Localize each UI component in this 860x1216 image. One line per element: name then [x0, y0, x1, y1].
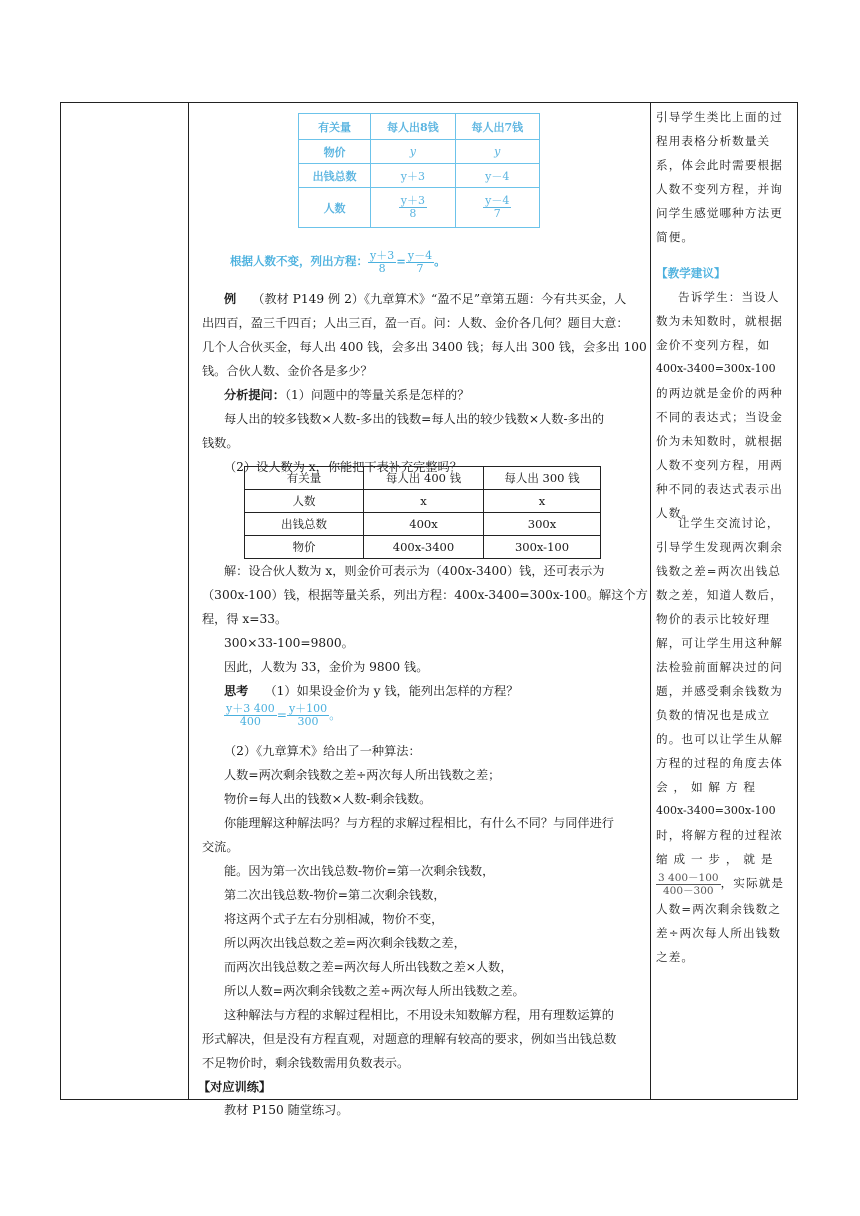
note-text: 法检验前面解决过的问 — [656, 660, 783, 674]
table-header: 有关量 — [245, 467, 364, 490]
blue-header: 每人出7钱 — [455, 114, 539, 140]
blue-cell: y－4 — [455, 164, 539, 188]
note-text: 时，将解方程的过程浓 — [656, 828, 783, 842]
lesson-table — [60, 102, 798, 1117]
table-cell: 400x — [364, 513, 484, 536]
rule-text: 物价=每人出的钱数×人数-剩余钱数。 — [224, 792, 432, 806]
fraction-denominator: 8 — [409, 207, 417, 220]
equation-prefix: 根据人数不变，列出方程： — [230, 254, 368, 268]
teaching-notes-column — [654, 103, 796, 1099]
fraction-numerator: y＋3 400 — [226, 702, 275, 715]
note-text: 程用表格分析数量关 — [656, 134, 771, 148]
note-text: 让学生交流讨论， — [678, 516, 780, 530]
equation-line — [230, 249, 446, 275]
think-question: （1）如果设金价为 y 钱，能列出怎样的方程？ — [264, 684, 519, 698]
note-text: ，实际就是 — [720, 876, 785, 890]
solution-text: 300×33-100=9800。 — [224, 636, 354, 650]
blue-row-label: 物价 — [299, 140, 371, 164]
note-text: 种不同的表达式表示出 — [656, 482, 783, 496]
note-text: 引导学生类比上面的过 — [656, 110, 783, 124]
table-cell: x — [364, 490, 484, 513]
table-cell: 物价 — [245, 536, 364, 559]
answer-text: 而两次出钱总数之差=两次每人所出钱数之差×人数， — [224, 960, 513, 974]
example-label: 例 — [224, 292, 237, 306]
answer-text: 所以两次出钱总数之差=两次剩余钱数之差， — [224, 936, 466, 950]
think-question: 你能理解这种解法吗？与方程的求解过程相比，有什么不同？与同伴进行 — [224, 816, 614, 830]
comparison-text: 不足物价时，剩余钱数需用负数表示。 — [202, 1056, 410, 1070]
blue-row-label: 出钱总数 — [299, 164, 371, 188]
note-text: 系，体会此时需要根据 — [656, 158, 783, 172]
note-text: 物价的表示比较好理 — [656, 612, 771, 626]
answer-text: 能。因为第一次出钱总数-物价=第一次剩余钱数， — [224, 864, 495, 878]
table-header: 每人出 400 钱 — [364, 467, 484, 490]
note-text: 人数不变列方程，用两 — [656, 458, 783, 472]
note-text: 钱数之差=两次出钱总 — [656, 564, 782, 578]
note-text: 问学生感觉哪种方法更 — [656, 206, 783, 220]
practice-heading: 【对应训练】 — [198, 1080, 272, 1094]
answer-text: 将这两个式子左右分别相减，物价不变， — [224, 912, 444, 926]
note-text: 之差。 — [656, 950, 695, 964]
black-analysis-table — [244, 466, 601, 559]
note-text: 不同的表达式；当设金 — [656, 410, 783, 424]
teaching-advice-heading: 【教学建议】 — [656, 266, 726, 280]
blue-header: 有关量 — [299, 114, 371, 140]
fraction-numerator: y＋3 — [400, 194, 425, 207]
note-text: 负数的情况也是成立 — [656, 708, 771, 722]
analysis-question: （1）问题中的等量关系是怎样的？ — [284, 388, 470, 402]
note-text: 金价不变列方程，如 — [656, 338, 771, 352]
analysis-line — [224, 383, 469, 407]
solution-text: 因此，人数为 33，金价为 9800 钱。 — [224, 660, 429, 674]
note-text: 会 ， 如 解 方 程 — [656, 780, 757, 794]
rule-text: 人数=两次剩余钱数之差÷两次每人所出钱数之差； — [224, 768, 501, 782]
table-cell: 300x-100 — [484, 536, 601, 559]
column-divider-left — [188, 103, 189, 1099]
note-text: 差÷两次每人所出钱数 — [656, 926, 782, 940]
fraction-numerator: y－4 — [485, 194, 510, 207]
equals-sign: = — [396, 254, 406, 268]
note-text: 人数=两次剩余钱数之 — [656, 902, 782, 916]
fraction-denominator: 7 — [416, 261, 424, 275]
example-text: 几个人合伙买金，每人出 400 钱，会多出 3400 钱；每人出 300 钱，会多出 100 — [202, 340, 647, 354]
blue-row-label: 人数 — [299, 188, 371, 228]
main-column — [198, 103, 710, 1117]
comparison-text: 这种解法与方程的求解过程相比，不用设未知数解方程，用有理数运算的 — [224, 1008, 614, 1022]
note-text: 400x-3400=300x-100 — [656, 362, 776, 375]
blue-cell: y＋3 — [371, 164, 455, 188]
think-question: （2）《九章算术》给出了一种算法： — [224, 744, 421, 758]
fraction-denominator: 300 — [297, 715, 319, 728]
blue-header: 每人出8钱 — [371, 114, 455, 140]
fraction-denominator: 7 — [493, 207, 501, 220]
think-line — [224, 679, 518, 703]
think-label: 思考 — [224, 684, 249, 698]
blue-cell: y — [371, 140, 455, 164]
blue-cell: y — [455, 140, 539, 164]
fraction-denominator: 8 — [378, 261, 386, 275]
example-text: 钱。合伙人数、金价各是多少？ — [202, 364, 373, 378]
note-text: 告诉学生：当设人 — [678, 290, 780, 304]
analysis-label: 分析提问： — [224, 388, 285, 402]
analysis-answer: 钱数。 — [202, 436, 239, 450]
fraction-denominator: 400 — [239, 715, 261, 728]
table-cell: 400x-3400 — [364, 536, 484, 559]
comparison-text: 形式解决，但是没有方程直观，对题意的理解有较高的要求，例如当出钱总数 — [202, 1032, 617, 1046]
table-cell: x — [484, 490, 601, 513]
note-fraction-line — [656, 871, 784, 897]
solution-text: （300x-100）钱，根据等量关系，列出方程：400x-3400=300x-100。解这个方 — [202, 588, 648, 602]
note-text: 题，并感受剩余钱数为 — [656, 684, 783, 698]
example-text: （教材 P149 例 2）《九章算术》“盈不足”章第五题：今有共买金，人 — [252, 292, 627, 306]
solution-text: 解：设合伙人数为 x，则金价可表示为（400x-3400）钱，还可表示为 — [224, 564, 605, 578]
think-equation: $\frac{y+3 400}{400}$ = $\frac{y+100}{300}$ 。 — [226, 702, 342, 728]
analysis-question: （2）设人数为 x，你能把下表补充完整吗？ — [224, 460, 462, 474]
note-text: 方程的过程的角度去体 — [656, 756, 783, 770]
table-cell: 出钱总数 — [245, 513, 364, 536]
table-cell: 300x — [484, 513, 601, 536]
analysis-answer: 每人出的较多钱数×人数-多出的钱数=每人出的较少钱数×人数-多出的 — [224, 412, 605, 426]
blue-analysis-table — [298, 113, 540, 228]
solution-text: 程，得 x=33。 — [202, 612, 288, 626]
note-text: 的两边就是金价的两种 — [656, 386, 783, 400]
fraction-denominator: 400－300 — [663, 884, 714, 897]
note-text: 数之差，知道人数后， — [656, 588, 783, 602]
blue-cell-fraction — [455, 188, 539, 228]
note-text: 400x-3400=300x-100 — [656, 804, 776, 817]
fraction-numerator: y－4 — [407, 248, 433, 262]
think-question: 交流。 — [202, 840, 239, 854]
fraction-numerator: y＋3 — [370, 248, 395, 262]
table-cell: 人数 — [245, 490, 364, 513]
example-line — [224, 287, 626, 311]
equation-end: 。 — [434, 254, 446, 268]
note-text: 缩 成 一 步 ， 就 是 — [656, 852, 774, 866]
note-text: 人数不变列方程，并询 — [656, 182, 783, 196]
note-text: 人数。 — [656, 506, 695, 520]
note-text: 价为未知数时，就根据 — [656, 434, 783, 448]
table-header: 每人出 300 钱 — [484, 467, 601, 490]
note-text: 数为未知数时，就根据 — [656, 314, 783, 328]
note-text: 引导学生发现两次剩余 — [656, 540, 783, 554]
practice-text: 教材 P150 随堂练习。 — [224, 1103, 349, 1117]
equation-end: 。 — [329, 708, 342, 722]
blue-cell-fraction — [371, 188, 455, 228]
note-text: 解，可让学生用这种解 — [656, 636, 783, 650]
fraction-numerator: 3 400－100 — [658, 871, 719, 884]
answer-text: 第二次出钱总数-物价=第二次剩余钱数， — [224, 888, 446, 902]
example-text: 出四百，盈三千四百；人出三百，盈一百。问：人数、金价各几何？题目大意： — [202, 316, 629, 330]
answer-text: 所以人数=两次剩余钱数之差÷两次每人所出钱数之差。 — [224, 984, 525, 998]
fraction-numerator: y＋100 — [288, 702, 328, 715]
note-text: 的。也可以让学生从解 — [656, 732, 783, 746]
note-text: 简便。 — [656, 230, 695, 244]
